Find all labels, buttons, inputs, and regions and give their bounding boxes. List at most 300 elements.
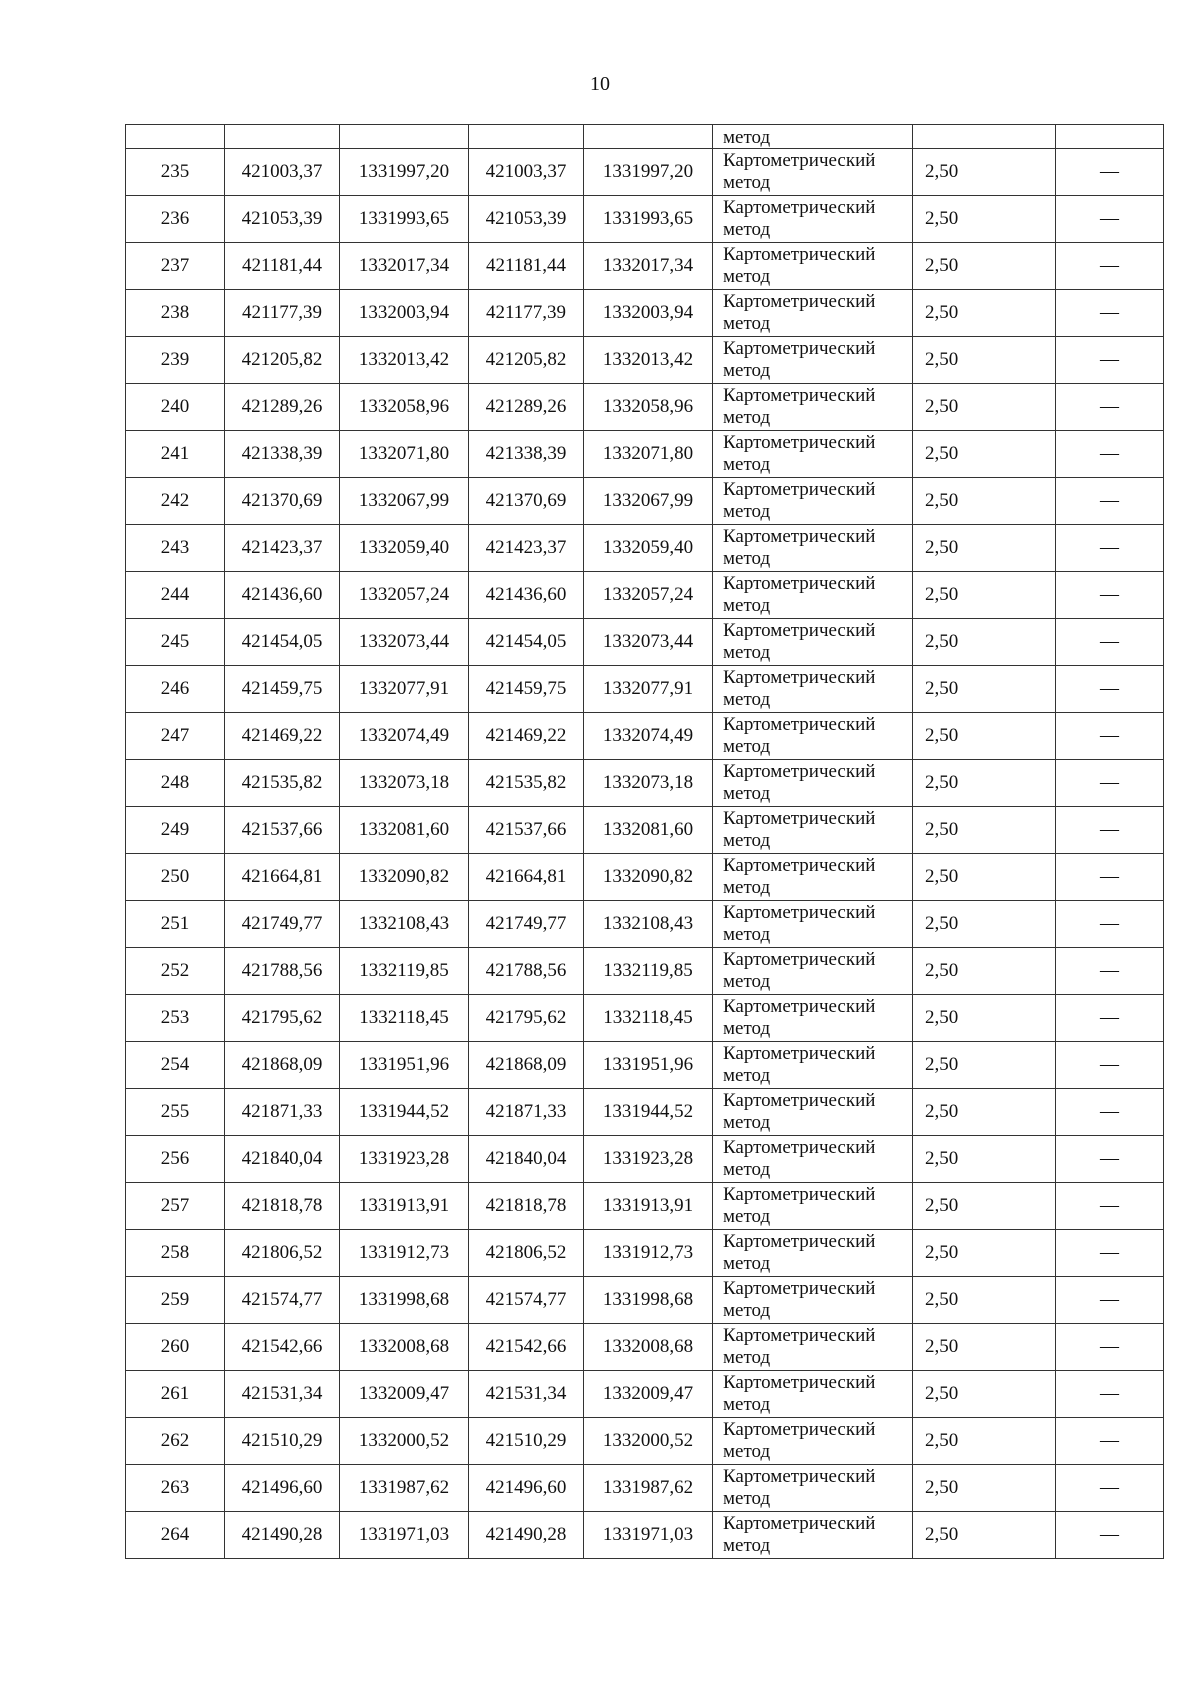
method-line1: Картометрический	[723, 714, 876, 735]
cell-method	[713, 948, 913, 995]
cell-y-new: 1331913,91	[584, 1183, 713, 1230]
cell-y-new: 1332067,99	[584, 478, 713, 525]
table-body	[126, 125, 1164, 1559]
cell-x-existing: 421423,37	[225, 525, 340, 572]
cell-accuracy: 2,50	[913, 1418, 1056, 1465]
method-line1: Картометрический	[723, 526, 876, 547]
cell-y-existing: 1332008,68	[340, 1324, 469, 1371]
cell-x-new: 421469,22	[469, 713, 584, 760]
cell-x-new: 421053,39	[469, 196, 584, 243]
method-line2: метод	[723, 971, 771, 992]
cell-x-new: 421664,81	[469, 854, 584, 901]
table-row	[126, 1277, 1164, 1324]
cell-x-new: 421459,75	[469, 666, 584, 713]
cell-method	[713, 196, 913, 243]
cell-y-existing: 1332058,96	[340, 384, 469, 431]
cell-x-new: 421818,78	[469, 1183, 584, 1230]
method-line2: метод	[723, 1159, 771, 1180]
table-row	[126, 713, 1164, 760]
cell-note: —	[1056, 1324, 1164, 1371]
cell-point-number: 242	[126, 478, 225, 525]
cell-empty	[225, 125, 340, 149]
table-row	[126, 854, 1164, 901]
cell-x-new: 421871,33	[469, 1089, 584, 1136]
cell-x-existing: 421003,37	[225, 149, 340, 196]
cell-accuracy: 2,50	[913, 1042, 1056, 1089]
cell-y-new: 1331912,73	[584, 1230, 713, 1277]
cell-accuracy: 2,50	[913, 243, 1056, 290]
method-line2: метод	[723, 548, 771, 569]
cell-x-new: 421806,52	[469, 1230, 584, 1277]
cell-method	[713, 713, 913, 760]
method-line1: Картометрический	[723, 808, 876, 829]
cell-method	[713, 243, 913, 290]
cell-y-existing: 1331997,20	[340, 149, 469, 196]
cell-method	[713, 1418, 913, 1465]
cell-y-existing: 1332067,99	[340, 478, 469, 525]
cell-y-new: 1332108,43	[584, 901, 713, 948]
cell-x-existing: 421053,39	[225, 196, 340, 243]
table-row	[126, 1465, 1164, 1512]
cell-note: —	[1056, 1089, 1164, 1136]
cell-x-new: 421454,05	[469, 619, 584, 666]
cell-x-new: 421510,29	[469, 1418, 584, 1465]
method-line1: Картометрический	[723, 1278, 876, 1299]
cell-x-existing: 421177,39	[225, 290, 340, 337]
cell-accuracy: 2,50	[913, 149, 1056, 196]
cell-x-new: 421181,44	[469, 243, 584, 290]
cell-x-new: 421840,04	[469, 1136, 584, 1183]
cell-point-number: 260	[126, 1324, 225, 1371]
table-row	[126, 196, 1164, 243]
cell-y-existing: 1331912,73	[340, 1230, 469, 1277]
cell-x-existing: 421370,69	[225, 478, 340, 525]
cell-y-new: 1331971,03	[584, 1512, 713, 1559]
table-row	[126, 1183, 1164, 1230]
method-line1: Картометрический	[723, 1325, 876, 1346]
cell-point-number: 261	[126, 1371, 225, 1418]
cell-method	[713, 431, 913, 478]
cell-method	[713, 478, 913, 525]
cell-y-new: 1332071,80	[584, 431, 713, 478]
table-row	[126, 995, 1164, 1042]
cell-x-existing: 421496,60	[225, 1465, 340, 1512]
cell-y-existing: 1331951,96	[340, 1042, 469, 1089]
method-line2: метод	[723, 689, 771, 710]
cell-x-existing: 421490,28	[225, 1512, 340, 1559]
cell-x-new: 421496,60	[469, 1465, 584, 1512]
cell-y-existing: 1332013,42	[340, 337, 469, 384]
method-line1: Картометрический	[723, 1184, 876, 1205]
cell-y-existing: 1332059,40	[340, 525, 469, 572]
cell-note: —	[1056, 1136, 1164, 1183]
cell-y-existing: 1332057,24	[340, 572, 469, 619]
cell-point-number: 239	[126, 337, 225, 384]
page-number: 10	[590, 73, 610, 95]
method-line2: метод	[723, 1300, 771, 1321]
cell-point-number: 262	[126, 1418, 225, 1465]
table-row	[126, 901, 1164, 948]
cell-method	[713, 525, 913, 572]
cell-y-new: 1332017,34	[584, 243, 713, 290]
cell-x-existing: 421806,52	[225, 1230, 340, 1277]
cell-note: —	[1056, 196, 1164, 243]
table-row	[126, 478, 1164, 525]
method-line2: метод	[723, 924, 771, 945]
cell-point-number: 254	[126, 1042, 225, 1089]
cell-accuracy: 2,50	[913, 196, 1056, 243]
method-line2: метод	[723, 1065, 771, 1086]
cell-y-new: 1332118,45	[584, 995, 713, 1042]
cell-x-new: 421003,37	[469, 149, 584, 196]
cell-y-new: 1331987,62	[584, 1465, 713, 1512]
table-row	[126, 1042, 1164, 1089]
table-row	[126, 384, 1164, 431]
table-row	[126, 1418, 1164, 1465]
cell-x-new: 421338,39	[469, 431, 584, 478]
cell-accuracy: 2,50	[913, 1512, 1056, 1559]
cell-point-number: 258	[126, 1230, 225, 1277]
cell-y-existing: 1331971,03	[340, 1512, 469, 1559]
continuation-row	[126, 125, 1164, 149]
cell-x-new: 421535,82	[469, 760, 584, 807]
cell-note: —	[1056, 572, 1164, 619]
cell-x-new: 421537,66	[469, 807, 584, 854]
method-line2: метод	[723, 877, 771, 898]
cell-point-number: 244	[126, 572, 225, 619]
method-line1: Картометрический	[723, 244, 876, 265]
cell-x-new: 421490,28	[469, 1512, 584, 1559]
method-line2: метод	[723, 360, 771, 381]
table-row	[126, 431, 1164, 478]
method-line2: метод	[723, 1253, 771, 1274]
cell-x-new: 421574,77	[469, 1277, 584, 1324]
cell-note: —	[1056, 807, 1164, 854]
coordinates-table	[125, 124, 1164, 1559]
cell-note: —	[1056, 525, 1164, 572]
cell-accuracy: 2,50	[913, 1371, 1056, 1418]
cell-x-existing: 421574,77	[225, 1277, 340, 1324]
cell-x-existing: 421749,77	[225, 901, 340, 948]
cell-note: —	[1056, 995, 1164, 1042]
method-line1: Картометрический	[723, 949, 876, 970]
cell-x-new: 421205,82	[469, 337, 584, 384]
cell-point-number: 253	[126, 995, 225, 1042]
method-line2: метод	[723, 219, 771, 240]
cell-y-new: 1332000,52	[584, 1418, 713, 1465]
cell-method	[713, 384, 913, 431]
cell-accuracy: 2,50	[913, 1136, 1056, 1183]
method-line2: метод	[723, 1112, 771, 1133]
cell-accuracy: 2,50	[913, 384, 1056, 431]
method-line2: метод	[723, 266, 771, 287]
cell-x-existing: 421181,44	[225, 243, 340, 290]
cell-method	[713, 854, 913, 901]
method-line1: Картометрический	[723, 1231, 876, 1252]
cell-accuracy: 2,50	[913, 995, 1056, 1042]
cell-y-existing: 1331987,62	[340, 1465, 469, 1512]
cell-method	[713, 1230, 913, 1277]
table-row	[126, 948, 1164, 995]
cell-method	[713, 1183, 913, 1230]
method-line1: Картометрический	[723, 761, 876, 782]
cell-empty	[126, 125, 225, 149]
cell-method	[713, 1512, 913, 1559]
cell-note: —	[1056, 431, 1164, 478]
cell-y-new: 1332057,24	[584, 572, 713, 619]
cell-note: —	[1056, 1418, 1164, 1465]
method-line1: Картометрический	[723, 1090, 876, 1111]
cell-note: —	[1056, 948, 1164, 995]
method-line2: метод	[723, 407, 771, 428]
cell-accuracy: 2,50	[913, 854, 1056, 901]
method-line2: метод	[723, 642, 771, 663]
cell-x-new: 421370,69	[469, 478, 584, 525]
method-line1: Картометрический	[723, 479, 876, 500]
cell-method	[713, 337, 913, 384]
cell-y-new: 1332074,49	[584, 713, 713, 760]
cell-accuracy: 2,50	[913, 666, 1056, 713]
table-row	[126, 572, 1164, 619]
method-line2: метод	[723, 1347, 771, 1368]
cell-x-new: 421788,56	[469, 948, 584, 995]
cell-point-number: 256	[126, 1136, 225, 1183]
method-line2: метод	[723, 783, 771, 804]
cell-method-continuation: метод	[713, 125, 913, 149]
cell-accuracy: 2,50	[913, 1465, 1056, 1512]
cell-note: —	[1056, 149, 1164, 196]
cell-y-existing: 1332074,49	[340, 713, 469, 760]
cell-y-new: 1332073,44	[584, 619, 713, 666]
cell-y-new: 1331998,68	[584, 1277, 713, 1324]
cell-y-existing: 1332009,47	[340, 1371, 469, 1418]
method-line1: Картометрический	[723, 1043, 876, 1064]
method-line2: метод	[723, 172, 771, 193]
cell-y-new: 1331993,65	[584, 196, 713, 243]
cell-note: —	[1056, 1512, 1164, 1559]
table-row	[126, 1089, 1164, 1136]
cell-point-number: 255	[126, 1089, 225, 1136]
method-line2: метод	[723, 313, 771, 334]
cell-note: —	[1056, 1183, 1164, 1230]
cell-point-number: 243	[126, 525, 225, 572]
cell-x-existing: 421436,60	[225, 572, 340, 619]
method-line1: Картометрический	[723, 1466, 876, 1487]
cell-note: —	[1056, 666, 1164, 713]
cell-empty	[913, 125, 1056, 149]
table-row	[126, 243, 1164, 290]
cell-x-new: 421177,39	[469, 290, 584, 337]
cell-y-new: 1332090,82	[584, 854, 713, 901]
cell-method	[713, 149, 913, 196]
cell-accuracy: 2,50	[913, 1324, 1056, 1371]
cell-x-new: 421531,34	[469, 1371, 584, 1418]
cell-accuracy: 2,50	[913, 525, 1056, 572]
method-line2: метод	[723, 1018, 771, 1039]
cell-method	[713, 1042, 913, 1089]
cell-method	[713, 807, 913, 854]
method-line1: Картометрический	[723, 667, 876, 688]
cell-x-existing: 421510,29	[225, 1418, 340, 1465]
cell-y-new: 1332003,94	[584, 290, 713, 337]
cell-y-existing: 1332073,44	[340, 619, 469, 666]
cell-method	[713, 1136, 913, 1183]
table-row	[126, 149, 1164, 196]
cell-empty	[584, 125, 713, 149]
cell-y-new: 1331944,52	[584, 1089, 713, 1136]
cell-x-new: 421749,77	[469, 901, 584, 948]
cell-y-existing: 1332000,52	[340, 1418, 469, 1465]
cell-point-number: 235	[126, 149, 225, 196]
method-line2: метод	[723, 1441, 771, 1462]
method-line1: Картометрический	[723, 1372, 876, 1393]
cell-point-number: 241	[126, 431, 225, 478]
cell-x-new: 421542,66	[469, 1324, 584, 1371]
table-row	[126, 290, 1164, 337]
cell-method	[713, 760, 913, 807]
cell-note: —	[1056, 1371, 1164, 1418]
cell-method	[713, 666, 913, 713]
cell-x-existing: 421289,26	[225, 384, 340, 431]
table-row	[126, 1512, 1164, 1559]
cell-method	[713, 572, 913, 619]
method-line1: Картометрический	[723, 573, 876, 594]
cell-y-new: 1332081,60	[584, 807, 713, 854]
cell-x-new: 421289,26	[469, 384, 584, 431]
method-line1: Картометрический	[723, 1513, 876, 1534]
cell-x-existing: 421664,81	[225, 854, 340, 901]
cell-y-new: 1332059,40	[584, 525, 713, 572]
cell-note: —	[1056, 478, 1164, 525]
cell-x-existing: 421454,05	[225, 619, 340, 666]
cell-y-new: 1332009,47	[584, 1371, 713, 1418]
cell-method	[713, 995, 913, 1042]
method-line2: метод	[723, 736, 771, 757]
method-line1: Картометрический	[723, 432, 876, 453]
cell-note: —	[1056, 337, 1164, 384]
method-line1: Картометрический	[723, 338, 876, 359]
cell-method	[713, 1371, 913, 1418]
cell-accuracy: 2,50	[913, 760, 1056, 807]
cell-y-existing: 1332017,34	[340, 243, 469, 290]
cell-empty	[469, 125, 584, 149]
cell-y-new: 1331997,20	[584, 149, 713, 196]
method-line1: Картометрический	[723, 620, 876, 641]
cell-y-existing: 1332118,45	[340, 995, 469, 1042]
cell-x-existing: 421795,62	[225, 995, 340, 1042]
cell-point-number: 246	[126, 666, 225, 713]
cell-point-number: 248	[126, 760, 225, 807]
cell-y-existing: 1332119,85	[340, 948, 469, 995]
method-line2: метод	[723, 501, 771, 522]
cell-point-number: 259	[126, 1277, 225, 1324]
cell-y-existing: 1332081,60	[340, 807, 469, 854]
cell-y-new: 1332077,91	[584, 666, 713, 713]
cell-x-existing: 421868,09	[225, 1042, 340, 1089]
cell-method	[713, 619, 913, 666]
method-line2: метод	[723, 830, 771, 851]
cell-x-existing: 421818,78	[225, 1183, 340, 1230]
cell-method	[713, 1324, 913, 1371]
cell-x-existing: 421459,75	[225, 666, 340, 713]
method-line1: Картометрический	[723, 197, 876, 218]
cell-y-new: 1332008,68	[584, 1324, 713, 1371]
cell-accuracy: 2,50	[913, 478, 1056, 525]
cell-method	[713, 290, 913, 337]
cell-method	[713, 1277, 913, 1324]
cell-note: —	[1056, 290, 1164, 337]
cell-x-existing: 421542,66	[225, 1324, 340, 1371]
cell-x-existing: 421535,82	[225, 760, 340, 807]
cell-x-existing: 421871,33	[225, 1089, 340, 1136]
cell-x-existing: 421840,04	[225, 1136, 340, 1183]
cell-accuracy: 2,50	[913, 1277, 1056, 1324]
method-line2: метод	[723, 1488, 771, 1509]
cell-x-existing: 421469,22	[225, 713, 340, 760]
cell-y-new: 1332073,18	[584, 760, 713, 807]
cell-y-new: 1331951,96	[584, 1042, 713, 1089]
table-row	[126, 619, 1164, 666]
cell-method	[713, 901, 913, 948]
cell-y-existing: 1332073,18	[340, 760, 469, 807]
cell-y-new: 1332013,42	[584, 337, 713, 384]
cell-y-existing: 1331998,68	[340, 1277, 469, 1324]
cell-accuracy: 2,50	[913, 807, 1056, 854]
table-row	[126, 1324, 1164, 1371]
cell-x-existing: 421338,39	[225, 431, 340, 478]
cell-note: —	[1056, 1465, 1164, 1512]
cell-x-new: 421795,62	[469, 995, 584, 1042]
cell-x-existing: 421788,56	[225, 948, 340, 995]
cell-y-new: 1332119,85	[584, 948, 713, 995]
cell-x-new: 421868,09	[469, 1042, 584, 1089]
cell-note: —	[1056, 901, 1164, 948]
table-row	[126, 1136, 1164, 1183]
cell-accuracy: 2,50	[913, 1089, 1056, 1136]
cell-point-number: 263	[126, 1465, 225, 1512]
cell-y-existing: 1331923,28	[340, 1136, 469, 1183]
table-row	[126, 1371, 1164, 1418]
cell-y-existing: 1331944,52	[340, 1089, 469, 1136]
cell-note: —	[1056, 1230, 1164, 1277]
cell-point-number: 252	[126, 948, 225, 995]
cell-y-existing: 1332077,91	[340, 666, 469, 713]
cell-method	[713, 1465, 913, 1512]
method-line2: метод	[723, 1535, 771, 1556]
cell-method	[713, 1089, 913, 1136]
cell-y-existing: 1331913,91	[340, 1183, 469, 1230]
cell-accuracy: 2,50	[913, 572, 1056, 619]
cell-x-new: 421436,60	[469, 572, 584, 619]
cell-note: —	[1056, 760, 1164, 807]
cell-y-existing: 1332003,94	[340, 290, 469, 337]
cell-note: —	[1056, 243, 1164, 290]
cell-point-number: 247	[126, 713, 225, 760]
cell-accuracy: 2,50	[913, 431, 1056, 478]
cell-accuracy: 2,50	[913, 901, 1056, 948]
cell-empty	[1056, 125, 1164, 149]
cell-point-number: 236	[126, 196, 225, 243]
method-line2: метод	[723, 1206, 771, 1227]
cell-note: —	[1056, 1042, 1164, 1089]
cell-y-existing: 1331993,65	[340, 196, 469, 243]
method-line1: Картометрический	[723, 1137, 876, 1158]
cell-note: —	[1056, 713, 1164, 760]
table-row	[126, 525, 1164, 572]
cell-accuracy: 2,50	[913, 948, 1056, 995]
method-line2: метод	[723, 1394, 771, 1415]
cell-note: —	[1056, 384, 1164, 431]
